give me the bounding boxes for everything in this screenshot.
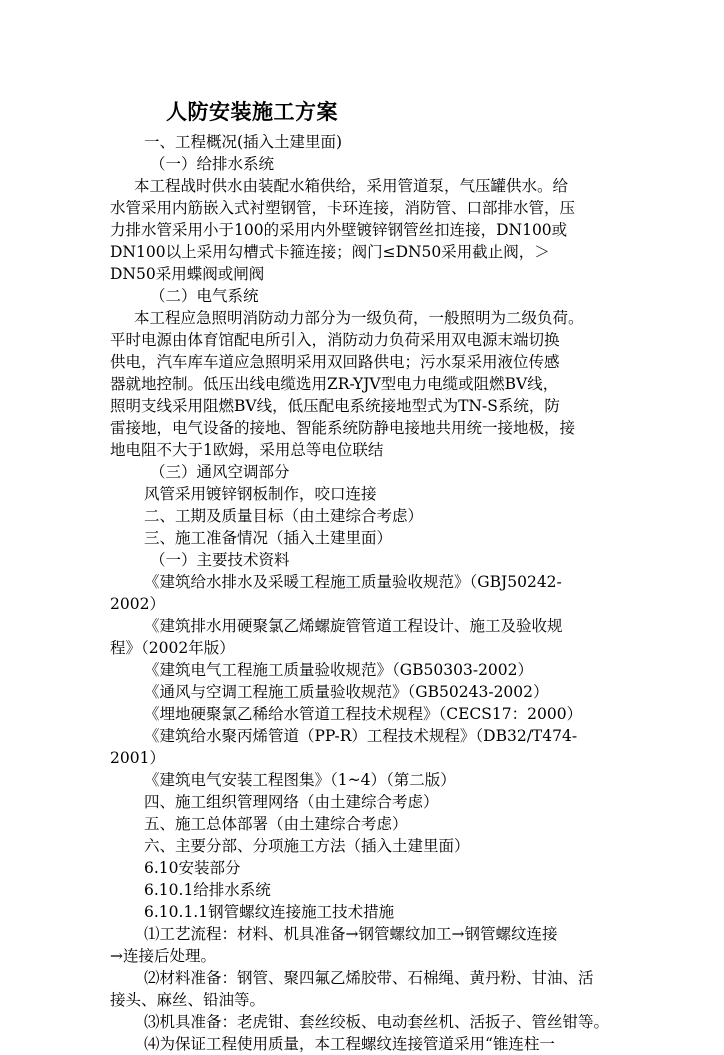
paragraph-line: 力排水管采用小于100的采用内外壁镀锌钢管丝扣连接，DN100或 <box>110 221 568 239</box>
reference-line: 《埋地硬聚氯乙稀给水管道工程技术规程》（CECS17：2000） <box>144 705 583 723</box>
paragraph-line: 照明支线采用阻燃BV线，低压配电系统接地型式为TN-S系统，防 <box>110 397 560 415</box>
reference-line: 《建筑给水排水及采暖工程施工质量验收规范》（GBJ50242- <box>144 573 562 591</box>
list-item: 接头、麻丝、铅油等。 <box>110 991 266 1009</box>
document-title: 人防安装施工方案 <box>166 99 338 124</box>
heading-5: 五、施工总体部署（由土建综合考虑） <box>144 815 408 833</box>
reference-line: 《建筑电气工程施工质量验收规范》（GB50303-2002） <box>144 661 534 679</box>
list-item: ⑷为保证工程使用质量，本工程螺纹连接管道采用“锥连柱一 <box>144 1035 555 1053</box>
heading-3: 三、施工准备情况（插入土建里面） <box>144 529 393 547</box>
heading-6: 六、主要分部、分项施工方法（插入土建里面） <box>144 837 470 855</box>
section-number: 6.10.1.1钢管螺纹连接施工技术措施 <box>144 903 395 921</box>
reference-line: 《通风与空调工程施工质量验收规范》（GB50243-2002） <box>144 683 549 701</box>
list-item: →连接后处理。 <box>110 947 216 965</box>
reference-line: 《建筑电气安装工程图集》（1~4）（第二版） <box>144 771 456 789</box>
paragraph-line: 本工程应急照明消防动力部分为一级负荷，一般照明为二级负荷。 <box>134 309 584 327</box>
reference-line: 《建筑排水用硬聚氯乙烯螺旋管管道工程设计、施工及验收规 <box>144 617 563 635</box>
paragraph-line: 水管采用内筋嵌入式衬塑钢管，卡环连接，消防管、口部排水管，压 <box>110 199 576 217</box>
subheading-plumbing: （一）给排水系统 <box>150 155 275 173</box>
reference-line: 2001） <box>110 749 165 767</box>
paragraph-line: 雷接地，电气设备的接地、智能系统防静电接地共用统一接地极，接 <box>110 419 576 437</box>
list-item: ⑵材料准备：钢管、聚四氟乙烯胶带、石棉绳、黄丹粉、甘油、活 <box>144 969 594 987</box>
document-body <box>110 131 630 1055</box>
list-item: ⑴工艺流程：材料、机具准备→钢管螺纹加工→钢管螺纹连接 <box>144 925 558 943</box>
paragraph-line: 地电阻不大于1欧姆，采用总等电位联结 <box>110 441 384 459</box>
heading-2: 二、工期及质量目标（由土建综合考虑） <box>144 507 424 525</box>
section-number: 6.10.1给排水系统 <box>144 881 271 899</box>
reference-line: 程》（2002年版） <box>110 639 235 657</box>
reference-line: 2002） <box>110 595 165 613</box>
paragraph-line: DN50采用蝶阀或闸阀 <box>110 265 265 283</box>
subheading-electrical: （二）电气系统 <box>150 287 259 305</box>
paragraph-line: 本工程战时供水由装配水箱供给，采用管道泵，气压罐供水。给 <box>134 177 569 195</box>
heading-4: 四、施工组织管理网络（由土建综合考虑） <box>144 793 439 811</box>
section-number: 6.10安装部分 <box>144 859 241 877</box>
subheading-references: （一）主要技术资料 <box>150 551 290 569</box>
paragraph-line: 器就地控制。低压出线电缆选用ZR-YJV型电力电缆或阻燃BV线， <box>110 375 559 393</box>
subheading-ventilation: （三）通风空调部分 <box>150 463 290 481</box>
reference-line: 《建筑给水聚丙烯管道（PP-R）工程技术规程》（DB32/T474- <box>144 727 578 745</box>
heading-1: 一、工程概况(插入土建里面) <box>144 133 343 151</box>
paragraph-line: 供电，汽车库车道应急照明采用双回路供电；污水泵采用液位传感 <box>110 353 560 371</box>
paragraph-line: DN100以上采用勾槽式卡箍连接；阀门≤DN50采用截止阀，＞ <box>110 243 550 261</box>
paragraph-line: 风管采用镀锌钢板制作，咬口连接 <box>144 485 377 503</box>
paragraph-line: 平时电源由体育馆配电所引入，消防动力负荷采用双电源末端切换 <box>110 331 560 349</box>
list-item: ⑶机具准备：老虎钳、套丝绞板、电动套丝机、活扳子、管丝钳等。 <box>144 1013 610 1031</box>
